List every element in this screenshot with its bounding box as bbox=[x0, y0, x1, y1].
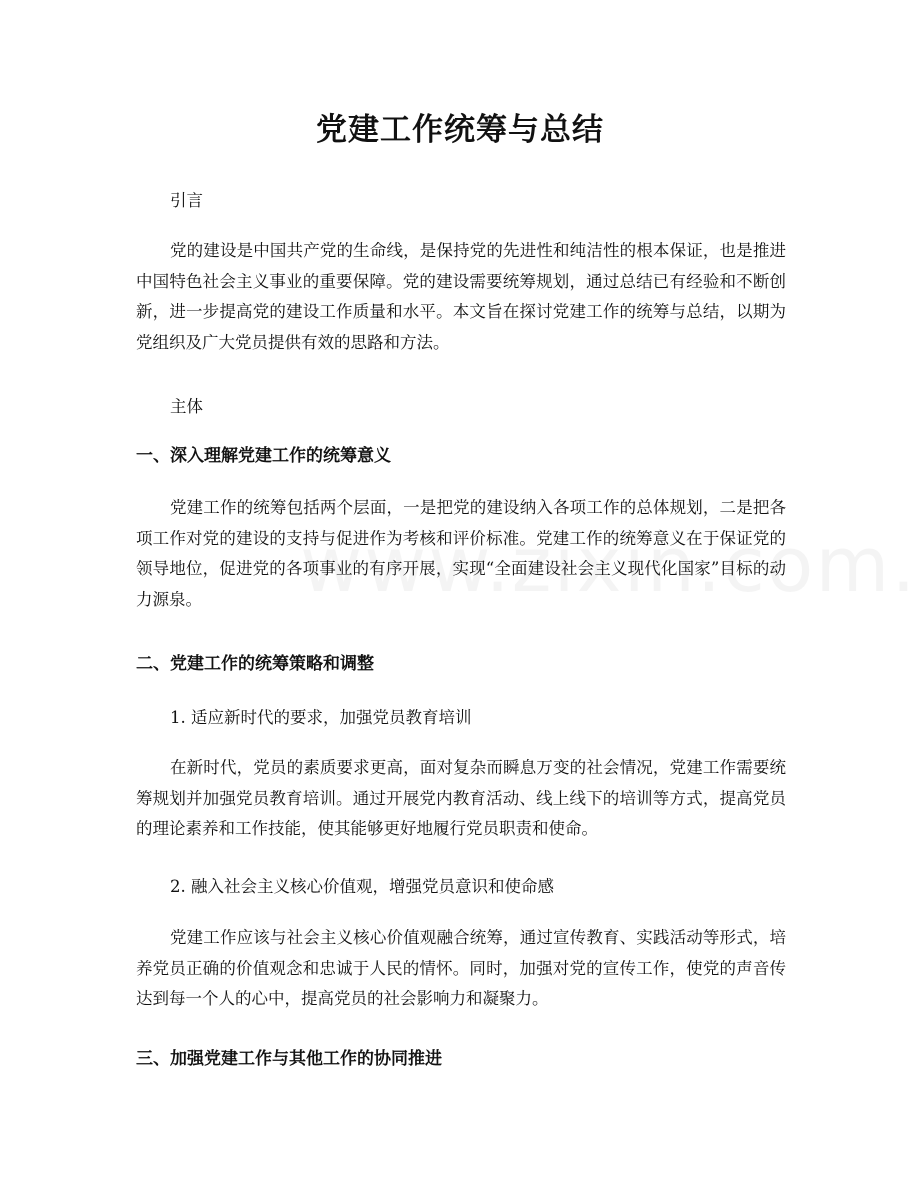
section-1-heading: 一、深入理解党建工作的统筹意义 bbox=[136, 446, 391, 466]
section-2-item-1-title: 1. 适应新时代的要求，加强党员教育培训 bbox=[170, 708, 472, 727]
section-2-heading: 二、党建工作的统筹策略和调整 bbox=[136, 654, 374, 674]
section-2-item-2-paragraph: 党建工作应该与社会主义核心价值观融合统筹，通过宣传教育、实践活动等形式，培养党员正确的价值观念和忠诚于人民的情怀。同时，加强对党的宣传工作，使党的声音传达到每一个人的心中，提高党员的社会影响力和凝聚力。 bbox=[136, 928, 786, 1008]
body-label: 主体 bbox=[170, 397, 203, 416]
section-3-heading: 三、加强党建工作与其他工作的协同推进 bbox=[136, 1049, 442, 1069]
intro-label: 引言 bbox=[170, 191, 203, 210]
section-2-item-2-title: 2. 融入社会主义核心价值观，增强党员意识和使命感 bbox=[170, 877, 554, 896]
intro-paragraph: 党的建设是中国共产党的生命线，是保持党的先进性和纯洁性的根本保证，也是推进中国特色社会主义事业的重要保障。党的建设需要统筹规划，通过总结已有经验和不断创新，进一步提高党的建设工作质量和水平。本文旨在探讨党建工作的统筹与总结，以期为党组织及广大党员提供有效的思路和方法。 bbox=[136, 241, 786, 352]
section-1-paragraph: 党建工作的统筹包括两个层面，一是把党的建设纳入各项工作的总体规划，二是把各项工作对党的建设的支持与促进作为考核和评价标准。党建工作的统筹意义在于保证党的领导地位，促进党的各项事业的有序开展，实现“全面建设社会主义现代化国家”目标的动力源泉。 bbox=[136, 498, 786, 609]
section-2-item-1-paragraph: 在新时代，党员的素质要求更高，面对复杂而瞬息万变的社会情况，党建工作需要统筹规划并加强党员教育培训。通过开展党内教育活动、线上线下的培训等方式，提高党员的理论素养和工作技能，使其能够更好地履行党员职责和使命。 bbox=[136, 758, 786, 838]
document-title: 党建工作统筹与总结 bbox=[316, 112, 604, 148]
